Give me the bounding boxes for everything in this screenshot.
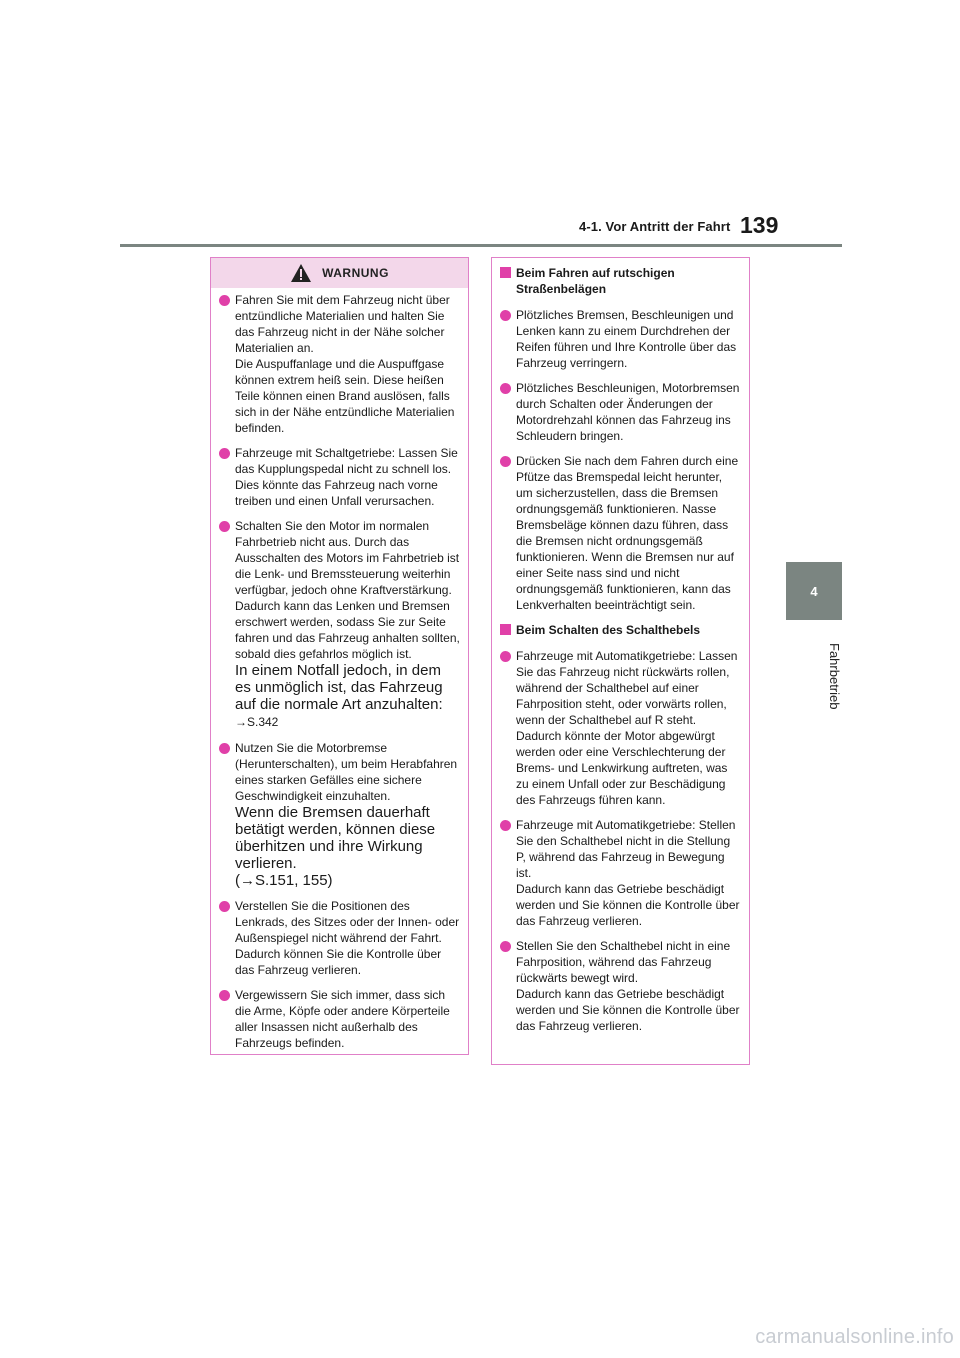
item-text: Fahren Sie mit dem Fahrzeug nicht über entzündliche Materialien und halten Sie das Fahrzeug nicht in der Nähe solcher Materialien an. xyxy=(235,293,450,355)
bullet-icon xyxy=(219,521,230,532)
bullet-icon xyxy=(219,901,230,912)
list-item xyxy=(219,987,460,1051)
bullet-icon xyxy=(219,448,230,459)
item-text: Drücken Sie nach dem Fahren durch eine Pfütze das Bremspedal leicht herunter, um sicherzustellen, dass die Bremsen ordnungsgemäß funktionieren. Nasse Bremsbeläge können dazu führen, dass die Bremsen nicht ordnungsgemäß funktionieren. Wenn die Bremsen nur auf einer Seite nass sind und nicht ordnungsgemäß funktionieren, kann das Lenkverhalten beeinträchtigt sein. xyxy=(516,454,739,612)
bullet-icon xyxy=(219,295,230,306)
section-heading xyxy=(500,265,741,297)
bullet-icon xyxy=(500,820,511,831)
item-text: Dadurch könnte der Motor abgewürgt werden oder eine Verschlechterung der Brems- und Lenkwirkung auftreten, was zu einem Unfall oder zur Beschädigung des Fahrzeugs führen kann. xyxy=(516,729,728,807)
item-text-emphasis: Wenn die Bremsen dauerhaft betätigt werden, können diese überhitzen und ihre Wirkung verlieren. xyxy=(235,804,436,872)
list-item xyxy=(500,817,741,929)
list-item xyxy=(219,445,460,509)
bullet-icon xyxy=(219,990,230,1001)
warning-triangle-icon xyxy=(290,263,312,283)
bullet-icon xyxy=(500,941,511,952)
list-item xyxy=(500,648,741,808)
list-item xyxy=(219,740,460,889)
slippery-road-list xyxy=(492,303,749,613)
section-heading xyxy=(500,622,741,638)
page-reference-link[interactable]: (→S.151, 155) xyxy=(235,872,333,889)
item-text: Schalten Sie den Motor im normalen Fahrbetrieb nicht aus. Durch das Ausschalten des Motors im Fahrbetrieb ist die Lenk- und Bremssteuerung weiterhin verfügbar, jedoch ohne Kraftverstärkung. Dadurch kann das Lenken und Bremsen erschwert werden, sodass Sie zur Seite fahren und das Fahrzeug anhalten sollten, sobald dies gefahrlos möglich ist. xyxy=(235,519,460,661)
item-text: Plötzliches Bremsen, Beschleunigen und Lenken kann zu einem Durchdrehen der Reifen führen und Ihre Kontrolle über das Fahrzeug verringern. xyxy=(516,308,737,370)
warning-title: WARNUNG xyxy=(322,266,389,280)
item-text: Dadurch kann das Getriebe beschädigt werden und Sie können die Kontrolle über das Fahrzeug verlieren. xyxy=(516,987,740,1033)
bullet-icon xyxy=(500,310,511,321)
item-text: Dadurch kann das Getriebe beschädigt werden und Sie können die Kontrolle über das Fahrzeug verlieren. xyxy=(516,882,740,928)
item-text-emphasis xyxy=(235,662,460,731)
list-item xyxy=(219,898,460,978)
header-rule xyxy=(120,244,842,247)
item-text: Vergewissern Sie sich immer, dass sich die Arme, Köpfe oder andere Körperteile aller Insassen nicht außerhalb des Fahrzeugs befinden. xyxy=(235,988,450,1050)
warning-box xyxy=(210,257,469,1055)
item-text: Fahrzeuge mit Schaltgetriebe: Lassen Sie das Kupplungspedal nicht zu schnell los. Dies könnte das Fahrzeug nach vorne treiben und einen Unfall verursachen. xyxy=(235,446,458,508)
section-title: 4-1. Vor Antritt der Fahrt xyxy=(579,219,731,234)
list-item xyxy=(500,938,741,1034)
bullet-icon xyxy=(500,456,511,467)
caution-box xyxy=(491,257,750,1065)
page-number: 139 xyxy=(740,212,779,238)
item-text: Verstellen Sie die Positionen des Lenkrads, des Sitzes oder der Innen- oder Außenspiegel nicht während der Fahrt. Dadurch können Sie die Kontrolle über das Fahrzeug verlieren. xyxy=(235,899,460,977)
warning-header xyxy=(211,258,468,288)
list-item xyxy=(219,518,460,731)
warning-list xyxy=(211,288,468,1051)
chapter-label: Fahrbetrieb xyxy=(827,642,842,710)
heading-text: Beim Schalten des Schalthebels xyxy=(516,623,701,637)
square-bullet-icon xyxy=(500,624,511,635)
heading-text: Beim Fahren auf rutschigen Straßenbelägen xyxy=(516,266,675,296)
item-text: Die Auspuffanlage und die Auspuffgase können extrem heiß sein. Diese heißen Teile können einen Brand auslösen, falls sich in der Nähe entzündliche Materialien befinden. xyxy=(235,357,455,435)
square-bullet-icon xyxy=(500,267,511,278)
item-text: Plötzliches Beschleunigen, Motorbremsen durch Schalten oder Änderungen der Motordrehzahl können das Fahrzeug ins Schleudern bringen. xyxy=(516,381,740,443)
bullet-icon xyxy=(500,651,511,662)
list-item xyxy=(219,292,460,436)
watermark-text: carmanualsonline.info xyxy=(755,1326,954,1348)
shift-lever-list xyxy=(492,644,749,1034)
page-reference-link[interactable]: →S.342 xyxy=(235,715,279,729)
item-text: Fahrzeuge mit Automatikgetriebe: Lassen Sie das Fahrzeug nicht rückwärts rollen, während der Schalthebel auf einer Fahrposition steht, oder vorwärts rollen, wenn der Schalthebel auf R steht. xyxy=(516,649,738,727)
list-item xyxy=(500,453,741,613)
list-item xyxy=(500,380,741,444)
list-item xyxy=(500,307,741,371)
item-text: In einem Notfall jedoch, in dem es unmöglich ist, das Fahrzeug auf die normale Art anzuhalten: xyxy=(235,662,443,713)
item-text: Stellen Sie den Schalthebel nicht in eine Fahrposition, während das Fahrzeug rückwärts bewegt wird. xyxy=(516,939,731,985)
bullet-icon xyxy=(219,743,230,754)
bullet-icon xyxy=(500,383,511,394)
item-text: Fahrzeuge mit Automatikgetriebe: Stellen Sie den Schalthebel nicht in die Stellung P, während das Fahrzeug in Bewegung ist. xyxy=(516,818,736,880)
chapter-tab: 4 xyxy=(786,562,842,620)
item-text: Nutzen Sie die Motorbremse (Herunterschalten), um beim Herabfahren eines starken Gefälles eine sichere Geschwindigkeit einzuhalten. xyxy=(235,741,458,803)
